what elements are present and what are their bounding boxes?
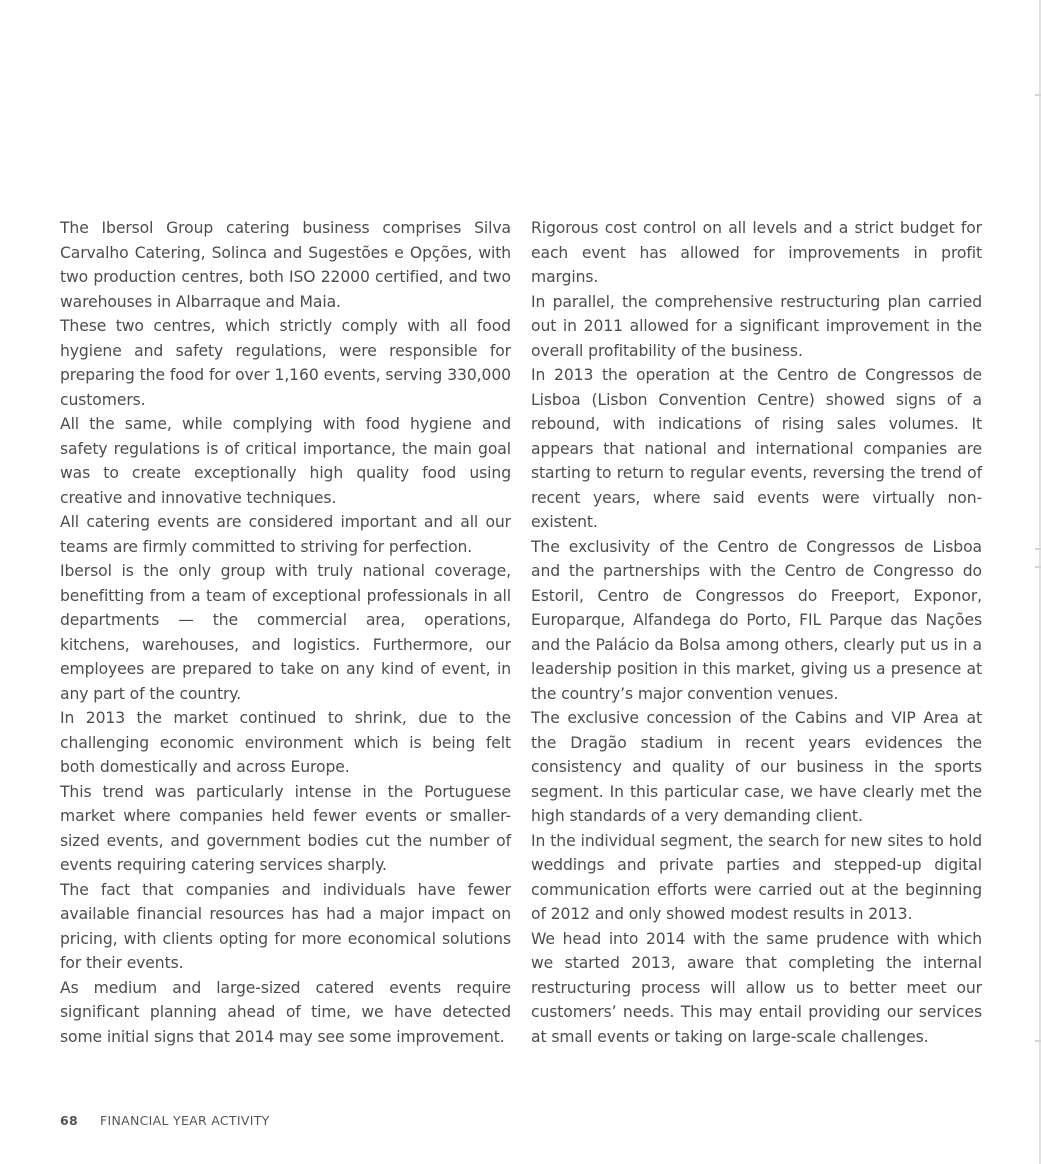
paragraph: All the same, while complying with food hygiene and safety regulations is of critical importance, the main goal was to create exceptionally high quality food using creative and innovative techniques. — [60, 415, 511, 507]
page-footer — [60, 1113, 270, 1128]
page-edge-tick — [1035, 1040, 1041, 1042]
section-title: FINANCIAL YEAR ACTIVITY — [100, 1113, 270, 1128]
paragraph: This trend was particularly intense in the Portuguese market where companies held fewer events or smaller-sized events, and government bodies cut the number of events requiring catering services sharply. — [60, 782, 511, 874]
paragraph: Rigorous cost control on all levels and a strict budget for each event has allowed for improvements in profit margins. — [531, 219, 982, 286]
right-column — [531, 216, 982, 1049]
paragraph: The exclusivity of the Centro de Congressos de Lisboa and the partnerships with the Centro de Congresso do Estoril, Centro de Congressos do Freeport, Exponor, Europarque, Alfandega do Porto, FIL Parque das Nações and the Palácio da Bolsa among others, clearly put us in a leadership position in this market, giving us a presence at the country’s major convention venues. — [531, 537, 982, 703]
paragraph: In 2013 the operation at the Centro de Congressos de Lisboa (Lisbon Convention Centre) showed signs of a rebound, with indications of rising sales volumes. It appears that national and international companies are starting to return to regular events, reversing the trend of recent years, where said events were virtually non-existent. — [531, 366, 982, 531]
left-column — [60, 216, 511, 1049]
paragraph: These two centres, which strictly comply with all food hygiene and safety regulations, were responsible for preparing the food for over 1,160 events, serving 330,000 customers. — [60, 317, 511, 409]
paragraph: The Ibersol Group catering business comprises Silva Carvalho Catering, Solinca and Sugestões e Opções, with two production centres, both ISO 22000 certified, and two warehouses in Albarraque and Maia. — [60, 219, 511, 311]
paragraph: In 2013 the market continued to shrink, due to the challenging economic environment which is being felt both domestically and across Europe. — [60, 709, 511, 776]
paragraph: As medium and large-sized catered events require significant planning ahead of time, we have detected some initial signs that 2014 may see some improvement. — [60, 978, 511, 1046]
paragraph: We head into 2014 with the same prudence with which we started 2013, aware that completing the internal restructuring process will allow us to better meet our customers’ needs. This may entail providing our services at small events or taking on large-scale challenges. — [531, 929, 982, 1046]
paragraph: In the individual segment, the search for new sites to hold weddings and private parties and stepped-up digital communication efforts were carried out at the beginning of 2012 and only showed modest results in 2013. — [531, 831, 982, 923]
page-edge-tick — [1035, 566, 1041, 568]
page-edge-tick — [1035, 548, 1041, 550]
paragraph: In parallel, the comprehensive restructuring plan carried out in 2011 allowed for a significant improvement in the overall profitability of the business. — [531, 292, 982, 360]
body-text — [60, 216, 982, 1049]
paragraph: All catering events are considered important and all our teams are firmly committed to striving for perfection. — [60, 513, 511, 556]
paragraph: The fact that companies and individuals have fewer available financial resources has had a major impact on pricing, with clients opting for more economical solutions for their events. — [60, 880, 511, 972]
page-number: 68 — [60, 1113, 78, 1128]
paragraph: The exclusive concession of the Cabins and VIP Area at the Dragão stadium in recent years evidences the consistency and quality of our business in the sports segment. In this particular case, we have clearly met the high standards of a very demanding client. — [531, 709, 982, 825]
paragraph: Ibersol is the only group with truly national coverage, benefitting from a team of exceptional professionals in all departments — the commercial area, operations, kitchens, warehouses, and logistics. Furthermore, our employees are prepared to take on any kind of event, in any part of the country. — [60, 562, 511, 703]
page-edge-tick — [1035, 94, 1041, 96]
